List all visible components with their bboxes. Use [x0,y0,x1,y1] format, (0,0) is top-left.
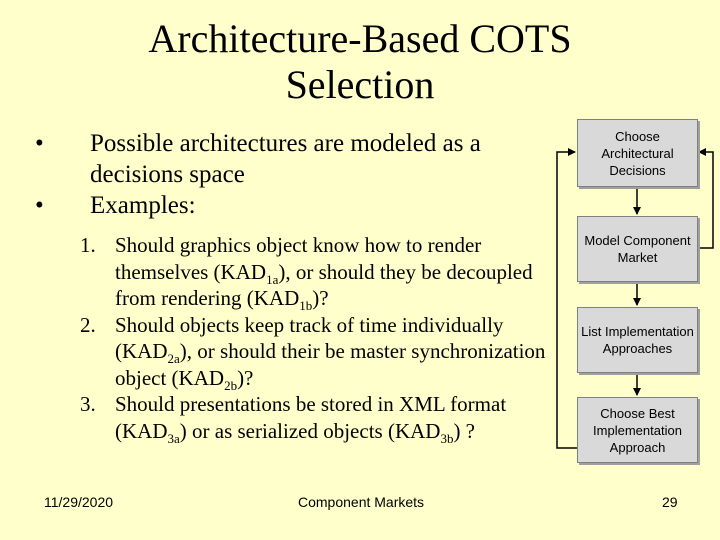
title-line-2: Selection [285,62,435,107]
example-number: 1. [80,233,96,257]
example-number: 3. [80,392,96,416]
page-number: 29 [662,494,678,510]
footer-title: Component Markets [298,494,425,510]
bullet-text: Examples: [90,192,196,219]
loop-back-right [697,152,713,248]
example-text: Should presentations be stored in XML format $(KAD_{3a})$ or as serialized objects $(KAD_{3b})$ ? [115,392,507,446]
example-number: 2. [80,312,96,337]
bullet-dot: • [35,130,44,157]
footer-date: 11/29/2020 [44,494,114,510]
title-line-1: Architecture-Based COTS [148,16,572,61]
example-text: Should objects keep track of time individually $(KAD_{2a})$, or should their be master synchronization object $(KAD_{2b})$? [115,312,546,393]
step-choose-architectural-decisions: Choose Architectural Decisions [577,119,698,187]
bullet-dot: • [35,192,44,219]
step-list-implementation-approaches: List Implementation Approaches [577,307,698,373]
step-choose-best-implementation-approach: Choose Best Implementation Approach [577,397,698,463]
step-model-component-market: Model Component Market [577,216,698,282]
loop-back-left [557,152,577,448]
example-text: Should graphics object know how to render themselves $(KAD_{1a})$, or should they be decoupled from rendering $(KAD_{1b})$? [115,233,533,313]
bullet-text: Possible architectures are modeled as a decisions space [90,130,481,188]
